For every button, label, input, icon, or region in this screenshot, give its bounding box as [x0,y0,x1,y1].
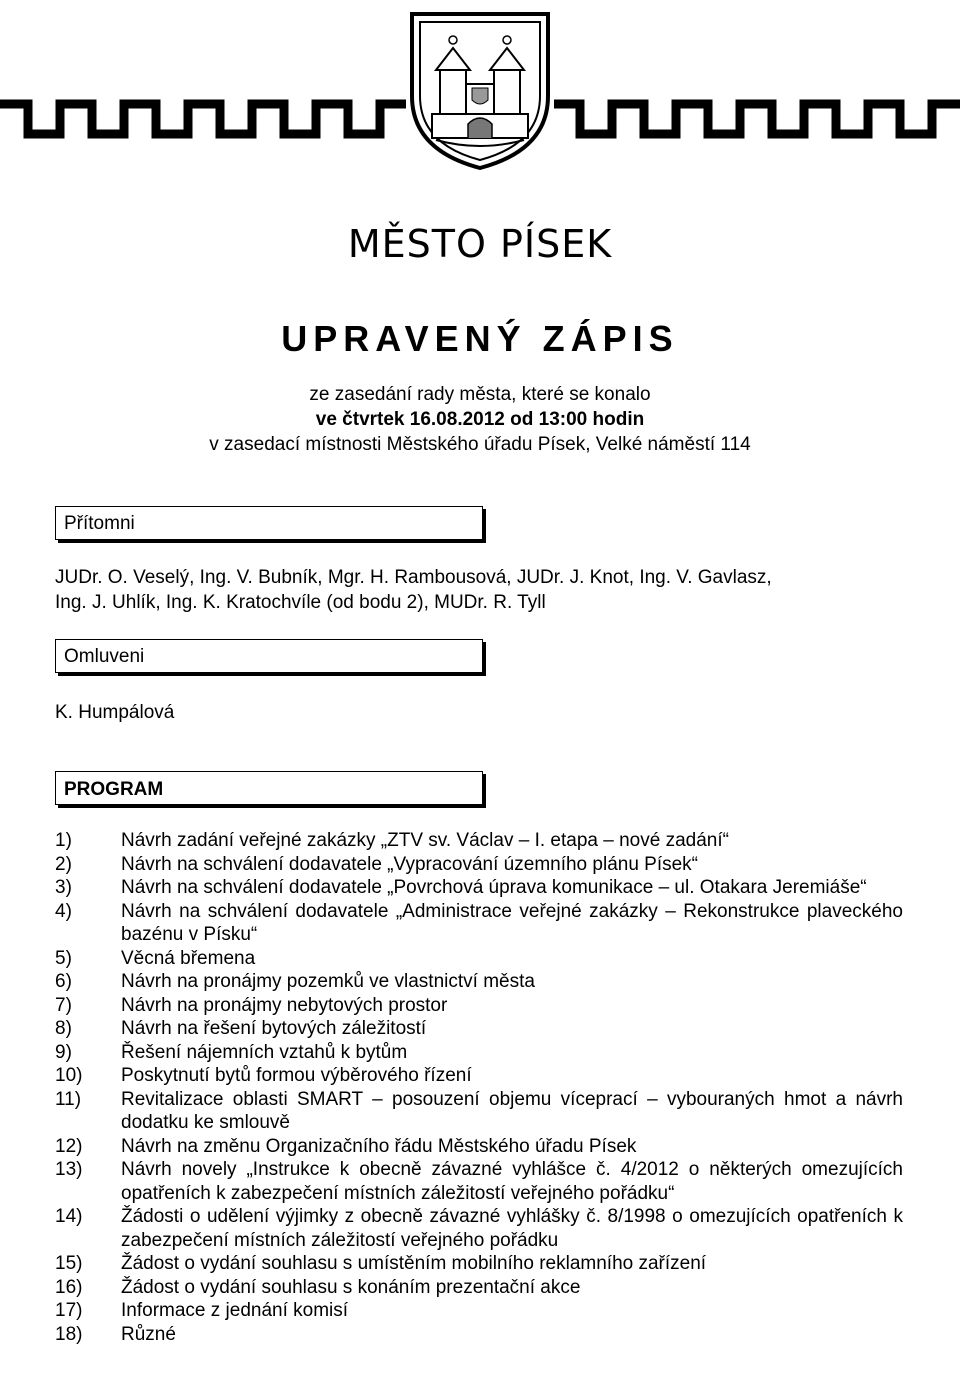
program-item-text: Návrh na schválení dodavatele „Povrchová úprava komunikace – ul. Otakara Jeremiáše“ [121,877,867,898]
program-item-number: 13) [55,1159,83,1180]
program-item-text: Poskytnutí bytů formou výběrového řízení [121,1065,472,1086]
subtitle-line-1: ze zasedání rady města, které se konalo [309,384,651,405]
program-item-number: 11) [55,1088,82,1110]
program-item-number: 4) [55,900,72,922]
program-heading-box [55,771,483,805]
program-item-text: Revitalizace oblasti SMART – posouzení objemu víceprací – vybouraných hmot a návrh dodatku ke smlouvě [121,1088,903,1133]
present-heading-box [55,506,483,540]
program-item-number: 14) [55,1206,83,1227]
city-name: MĚSTO PÍSEK [347,222,613,266]
program-item [55,1323,903,1347]
program-item [55,1158,903,1205]
program-item [55,1299,903,1323]
excused-heading: Omluveni [64,646,145,667]
excused-heading-box [55,639,483,673]
program-item [55,876,903,900]
program-item-number: 1) [55,830,72,851]
program-item [55,1088,903,1135]
present-names-line-2: Ing. J. Uhlík, Ing. K. Kratochvíle (od bodu 2), MUDr. R. Tyll [55,592,546,613]
program-item [55,1135,903,1159]
coat-of-arms-icon [412,14,548,168]
program-item-text: Návrh na pronájmy nebytových prostor [121,994,448,1016]
program-item [55,1276,903,1300]
program-item-text: Žádosti o udělení výjimky z obecně závazné vyhlášky č. 8/1998 o omezujících opatřeních k zabezpečení místních záležitostí veřejného pořádku [121,1206,903,1251]
program-item [55,1064,903,1088]
program-item [55,994,903,1018]
subtitle-line-2: ve čtvrtek 16.08.2012 od 13:00 hodin [315,409,645,430]
program-item-number: 6) [55,971,72,992]
program-item-text: Návrh na schválení dodavatele „Vypracování územního plánu Písek“ [121,853,699,875]
program-item-number: 16) [55,1276,83,1298]
program-item [55,1205,903,1252]
program-item [55,1252,903,1276]
program-item-number: 9) [55,1041,72,1063]
program-item-text: Žádost o vydání souhlasu s umístěním mobilního reklamního zařízení [121,1253,707,1274]
program-item [55,829,903,853]
subtitle-line-3: v zasedací místnosti Městského úřadu Písek, Velké náměstí 114 [209,434,751,455]
program-item-text: Věcná břemena [121,947,256,969]
present-names-line-1: JUDr. O. Veselý, Ing. V. Bubník, Mgr. H. Rambousová, JUDr. J. Knot, Ing. V. Gavlasz, [55,567,772,588]
program-item-text: Návrh novely „Instrukce k obecně závazné vyhlášce č. 4/2012 o některých omezujících opatřeních k zabezpečení místních záležitostí veřejného pořádku“ [121,1159,903,1204]
program-item-number: 10) [55,1065,83,1086]
program-item-text: Návrh zadání veřejné zakázky „ZTV sv. Václav – I. etapa – nové zadání“ [121,830,729,851]
program-item [55,1017,903,1041]
program-item-text: Různé [121,1323,176,1345]
program-item-number: 8) [55,1018,72,1039]
program-item-number: 7) [55,994,72,1016]
program-list [55,829,903,1346]
program-item-text: Návrh na schválení dodavatele „Administrace veřejné zakázky – Rekonstrukce plaveckého bazénu v Písku“ [121,900,903,945]
program-item-number: 18) [55,1323,83,1345]
present-heading: Přítomni [64,513,135,534]
program-item-number: 12) [55,1135,83,1157]
program-item-text: Řešení nájemních vztahů k bytům [121,1041,408,1063]
program-item [55,947,903,971]
program-item-text: Návrh na změnu Organizačního řádu Městského úřadu Písek [121,1135,637,1157]
program-item-number: 3) [55,877,72,898]
program-item-text: Informace z jednání komisí [121,1300,349,1321]
program-item-number: 2) [55,853,72,875]
program-item-number: 5) [55,947,72,969]
program-item-number: 15) [55,1253,83,1274]
program-item-text: Návrh na pronájmy pozemků ve vlastnictví města [121,971,535,992]
program-item-text: Návrh na řešení bytových záležitostí [121,1018,427,1039]
program-item-number: 17) [55,1300,83,1321]
excused-names: K. Humpálová [55,702,175,723]
page-title: UPRAVENÝ ZÁPIS [281,318,679,359]
program-item [55,853,903,877]
program-item [55,900,903,947]
program-item [55,1041,903,1065]
program-heading: PROGRAM [64,779,164,800]
program-item [55,970,903,994]
program-item-text: Žádost o vydání souhlasu s konáním prezentační akce [121,1276,581,1298]
